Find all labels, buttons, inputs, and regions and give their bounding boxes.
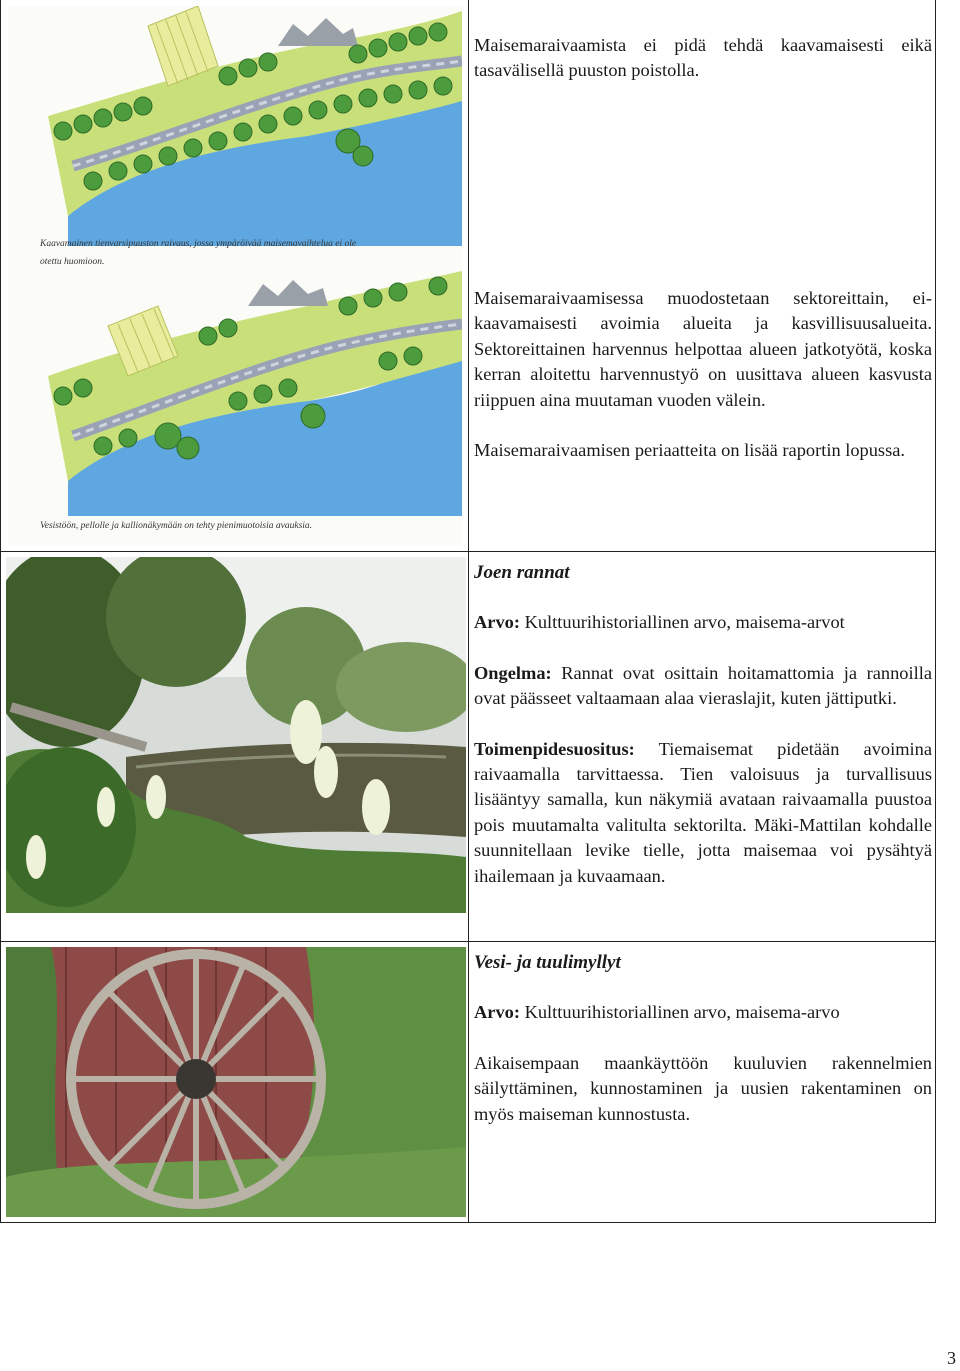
mills-value-label: Arvo:	[474, 1002, 520, 1023]
riverbanks-title: Joen rannat	[474, 562, 570, 583]
top-illustration-caption-1: Kaavamainen tienvarsipuuston raivaus, jossa ympäröivää maisemavaihtelua ei ole	[40, 239, 357, 249]
landscape-clearing-illustration	[8, 6, 462, 546]
problem-label: Ongelma:	[474, 662, 552, 683]
value-label: Arvo:	[474, 612, 520, 633]
sector-clearing-text-cell	[474, 286, 932, 463]
value-text: Kulttuurihistoriallinen arvo, maisema-arvot	[519, 612, 845, 633]
recommendation-label: Toimenpidesuositus:	[474, 738, 635, 759]
riverbanks-value-paragraph	[474, 610, 932, 635]
intro-text-cell	[474, 33, 932, 84]
top-illustration-caption-2: otettu huomioon.	[40, 257, 105, 267]
wagon-wheel-photo	[6, 947, 466, 1217]
table-divider-2	[0, 941, 936, 942]
mills-value-text: Kulttuurihistoriallinen arvo, maisema-arvo	[519, 1002, 840, 1023]
riverbanks-problem-paragraph	[474, 661, 932, 712]
bottom-illustration-caption: Vesistöön, pellolle ja kallionäkymään on tehty pienimuotoisia avauksia.	[40, 521, 313, 531]
recommendation-text: Tiemaisemat pidetään avoimina raivaamalla tarvittaessa. Tien valoisuus ja turvallisuus lisääntyy samalla, kun näkymiä avataan raivaamalla puustoa pois muutamalta valitulta sektorilta. Mäki-Mattilan kohdalle suunnitellaan levike tielle, jotta maisemaa voi pysähtyä ihailemaan ja kuvaamaan.	[474, 738, 932, 886]
mills-title: Vesi- ja tuulimyllyt	[474, 952, 621, 973]
table-divider-1	[0, 551, 936, 552]
page-number: 3	[947, 1348, 956, 1368]
mills-text-cell	[474, 950, 932, 1127]
table-border-right	[935, 0, 936, 1223]
riverbank-photo	[6, 557, 466, 913]
sector-clearing-paragraph: Maisemaraivaamisessa muodostetaan sektoreittain, ei-kaavamaisesti avoimia alueita ja kasvillisuusalueita. Sektoreittainen harvennus helpottaa alueen jatkotyötä, koska kerran aloitettu harvennustyö on uusittava alueen kasvusta riippuen aina muutaman vuoden välein.	[474, 288, 932, 410]
mills-value-paragraph	[474, 1000, 932, 1025]
riverbanks-text-cell	[474, 560, 932, 889]
principles-paragraph: Maisemaraivaamisen periaatteita on lisää raportin lopussa.	[474, 440, 906, 461]
table-border-bottom	[0, 1222, 936, 1223]
table-border-middle	[468, 0, 469, 1223]
intro-paragraph-1: Maisemaraivaamista ei pidä tehdä kaavamaisesti eikä tasavälisellä puuston poistolla.	[474, 35, 932, 81]
riverbanks-recommendation-paragraph	[474, 737, 932, 889]
table-border-left	[0, 0, 1, 1223]
mills-paragraph: Aikaisempaan maankäyttöön kuuluvien rakennelmien säilyttäminen, kunnostaminen ja uusien rakentaminen on myös maiseman kunnostusta.	[474, 1052, 932, 1124]
problem-text: Rannat ovat osittain hoitamattomia ja rannoilla ovat päässeet valtaamaan alaa vieraslajit, kuten jättiputki.	[474, 662, 932, 709]
